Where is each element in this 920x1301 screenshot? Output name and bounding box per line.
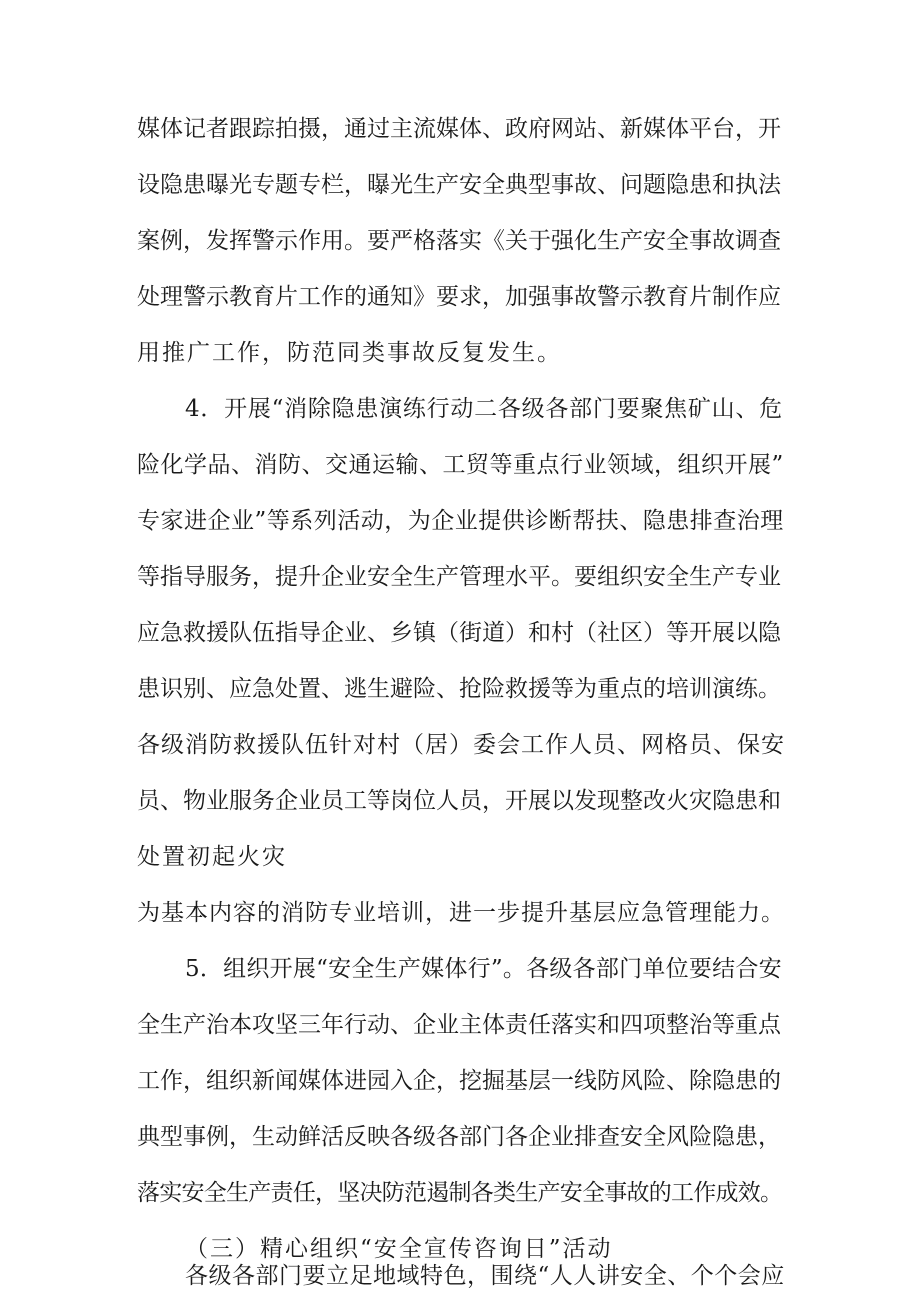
paragraph-line: 案例，发挥警示作用。要严格落实《关于强化生产安全事故调查	[137, 228, 781, 254]
paragraph-line: 工作，组织新闻媒体进园入企，挖掘基层一线防风险、除隐患的	[137, 1068, 781, 1094]
paragraph-line: 各级各部门要立足地域特色，围绕“人人讲安全、个个会应	[185, 1263, 785, 1289]
section-4-heading-line: 4．开展“消除隐患演练行动二各级各部门要聚焦矿山、危	[185, 396, 783, 422]
paragraph-line: 各级消防救援队伍针对村（居）委会工作人员、网格员、保安	[137, 732, 785, 758]
paragraph-line: 处置初起火灾	[137, 844, 287, 870]
paragraph-line: 落实安全生产责任，坚决防范遏制各类生产安全事故的工作成效。	[137, 1180, 783, 1206]
subsection-heading: （三）精心组织“安全宣传咨询日”活动	[185, 1236, 613, 1262]
section-5-heading-line: 5．组织开展“安全生产媒体行”。各级各部门单位要结合安	[185, 956, 782, 982]
paragraph-line: 处理警示教育片工作的通知》要求，加强事故警示教育片制作应	[137, 284, 781, 310]
paragraph-line: 险化学品、消防、交通运输、工贸等重点行业领域，组织开展”	[137, 452, 784, 478]
paragraph-line: 等指导服务，提升企业安全生产管理水平。要组织安全生产专业	[137, 564, 781, 590]
paragraph-line: 用推广工作，防范同类事故反复发生。	[137, 340, 562, 366]
paragraph-line: 典型事例，生动鲜活反映各级各部门各企业排查安全风险隐患，	[137, 1124, 781, 1150]
paragraph-line: 患识别、应急处置、逃生避险、抢险救援等为重点的培训演练。	[137, 676, 781, 702]
paragraph-line: 全生产治本攻坚三年行动、企业主体责任落实和四项整治等重点	[137, 1012, 781, 1038]
paragraph-line: 设隐患曝光专题专栏，曝光生产安全典型事故、问题隐患和执法	[137, 172, 781, 198]
paragraph-line: 媒体记者跟踪拍摄，通过主流媒体、政府网站、新媒体平台，开	[137, 116, 781, 142]
paragraph-line: 为基本内容的消防专业培训，进一步提升基层应急管理能力。	[137, 900, 785, 926]
paragraph-line: 应急救援队伍指导企业、乡镇（街道）和村（社区）等开展以隐	[137, 620, 781, 646]
paragraph-line: 员、物业服务企业员工等岗位人员，开展以发现整改火灾隐患和	[137, 788, 781, 814]
paragraph-line: 专家进企业”等系列活动，为企业提供诊断帮扶、隐患排查治理	[137, 508, 784, 534]
